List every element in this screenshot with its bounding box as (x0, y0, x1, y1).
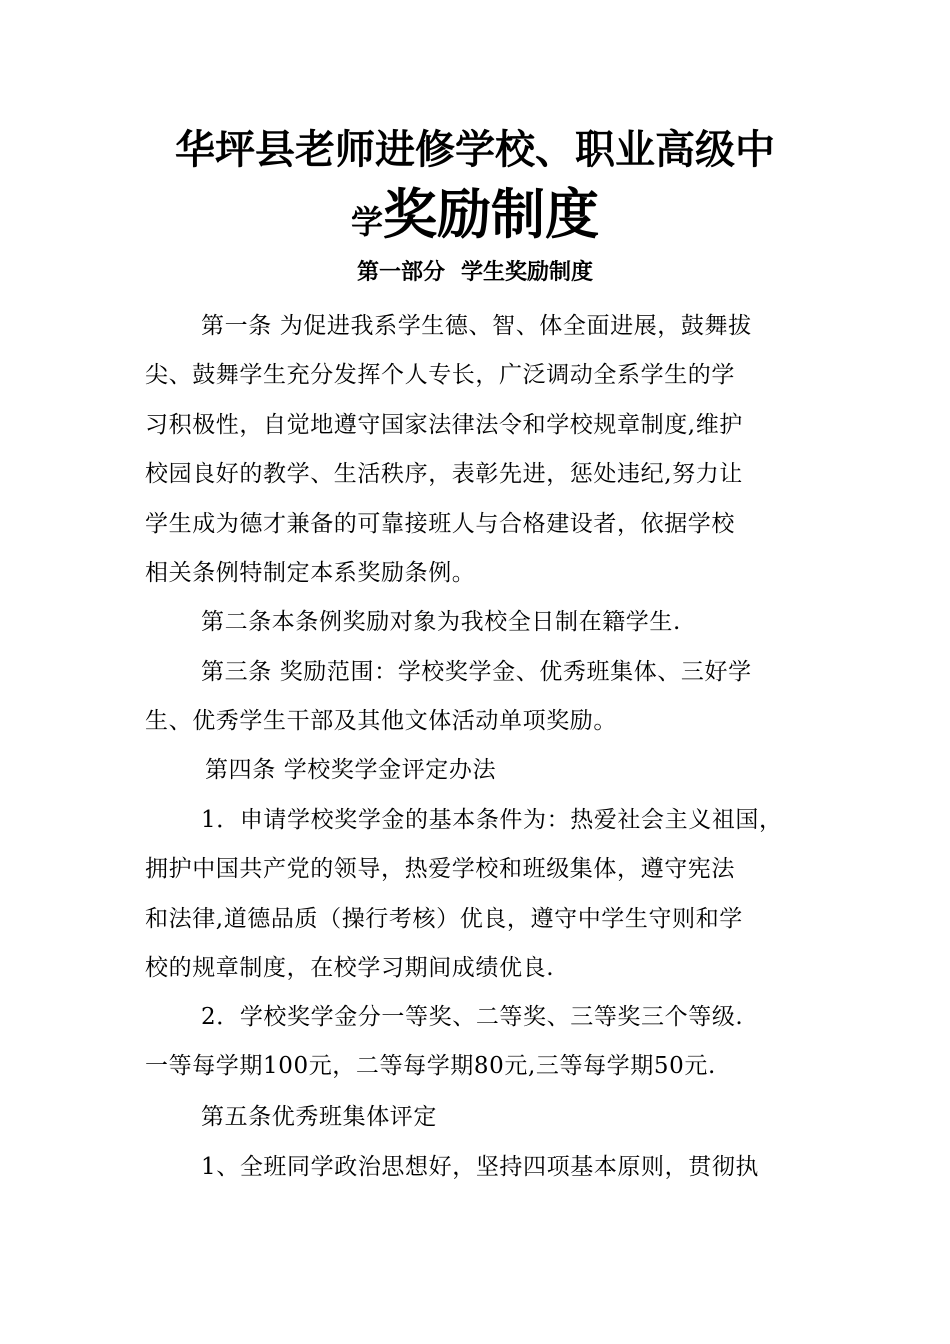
paragraph-line: 2．学校奖学金分一等奖、二等奖、三等奖三个等级. (201, 1004, 744, 1030)
paragraph-line: 尖、鼓舞学生充分发挥个人专长，广泛调动全系学生的学 (145, 362, 735, 389)
section-heading-part: 第一部分 (356, 260, 445, 285)
paragraph-article-1 (145, 302, 817, 598)
section-heading (0, 255, 950, 291)
paragraph-line: 1．申请学校奖学金的基本条件为：热爱社会主义祖国， (201, 807, 783, 833)
paragraph-line: 第二条本条例奖励对象为我校全日制在籍学生. (201, 609, 681, 635)
document-title-line-2 (0, 180, 950, 263)
section-heading-title: 学生奖励制度 (461, 260, 594, 285)
document-title-line-1: 华坪县老师进修学校、职业高级中 (175, 127, 775, 173)
paragraph-line: 拥护中国共产党的领导，热爱学校和班级集体，遵守宪法 (145, 856, 735, 883)
paragraph-line: 校园良好的教学、生活秩序，表彰先进，惩处违纪,努力让 (145, 461, 743, 488)
paragraph-line: 生、优秀学生干部及其他文体活动单项奖励。 (145, 708, 617, 735)
paragraph-line: 一等每学期100元，二等每学期80元,三等每学期50元. (145, 1053, 716, 1080)
paragraph-line: 第三条 奖励范围：学校奖学金、优秀班集体、三好学 (201, 659, 752, 685)
paragraph-article-5 (145, 1093, 817, 1142)
paragraph-line: 习积极性，自觉地遵守国家法律法令和学校规章制度,维护 (145, 411, 743, 438)
paragraph-line: 1、全班同学政治思想好，坚持四项基本原则，贯彻执 (201, 1154, 760, 1180)
paragraph-line: 相关条例特制定本系奖励条例。 (145, 560, 476, 587)
paragraph-line: 第四条 学校奖学金评定办法 (205, 757, 497, 783)
paragraph-article-3 (145, 648, 817, 747)
paragraph-line: 第五条优秀班集体评定 (201, 1104, 437, 1130)
document-title-line-2-main: 奖励制度 (383, 183, 599, 246)
paragraph-line: 和法律,道德品质（操行考核）优良，遵守中学生守则和学 (145, 905, 743, 932)
paragraph-item-1 (145, 796, 817, 994)
document-title-line-2-prefix: 学 (350, 203, 383, 241)
paragraph-line: 第一条 为促进我系学生德、智、体全面进展，鼓舞拔 (201, 313, 752, 339)
paragraph-line: 学生成为德才兼备的可靠接班人与合格建设者，依据学校 (145, 510, 735, 537)
paragraph-article-2 (145, 598, 817, 647)
paragraph-article-5-item-1 (145, 1143, 817, 1192)
paragraph-article-4 (145, 746, 817, 795)
paragraph-item-2 (145, 993, 817, 1092)
paragraph-line: 校的规章制度，在校学习期间成绩优良. (145, 955, 555, 982)
